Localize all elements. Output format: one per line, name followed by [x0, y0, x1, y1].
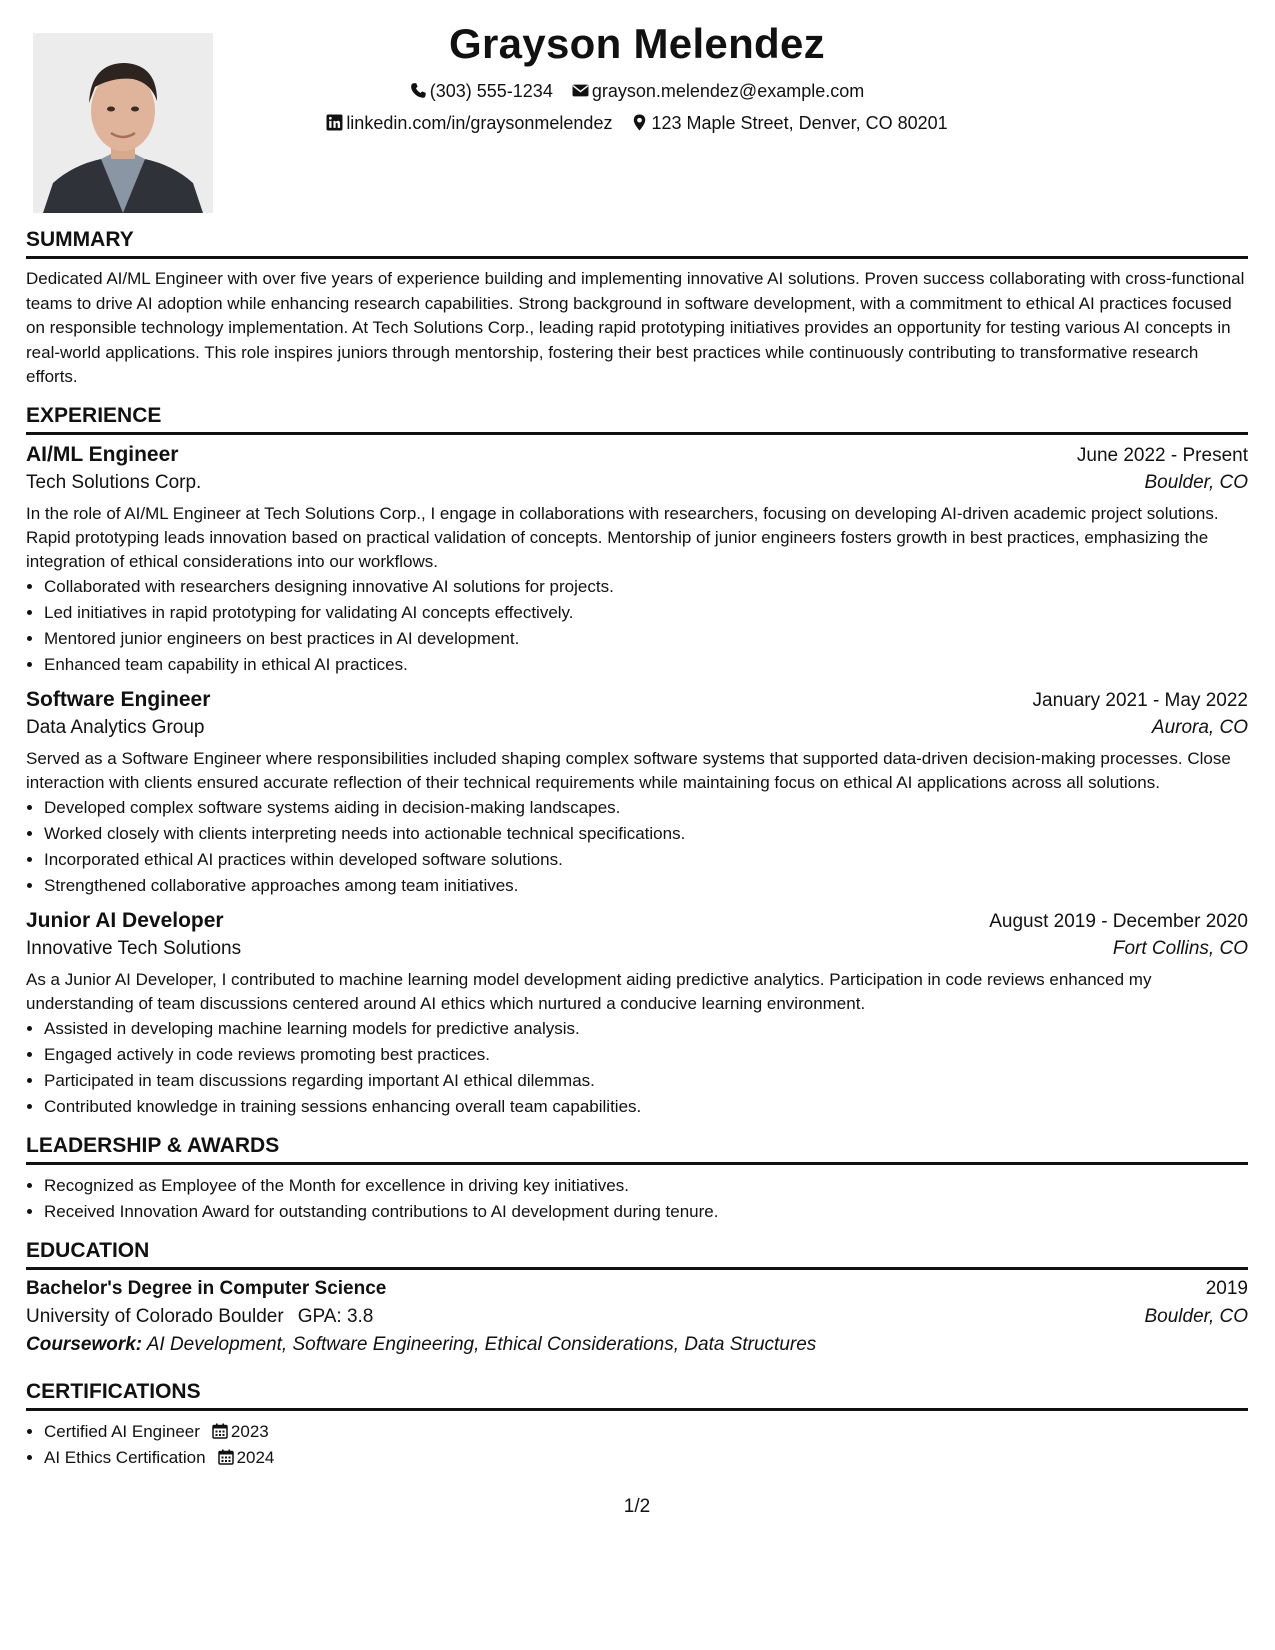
list-item: • Received Innovation Award for outstanding contributions to AI development during tenure. [44, 1199, 1248, 1225]
list-item: • Recognized as Employee of the Month for excellence in driving key initiatives. [44, 1173, 1248, 1199]
linkedin-icon [326, 114, 343, 131]
job-bullets [26, 795, 1248, 899]
job-company: Tech Solutions Corp. [26, 471, 202, 493]
education-location: Boulder, CO [1144, 1305, 1248, 1327]
job-description: Served as a Software Engineer where responsibilities included shaping complex software systems that supported data-driven decision-making processes. Close interaction with clients ensured accurate reflection of their technical requirements while maintaining focus on ethical AI applications across all solutions. [26, 748, 1231, 792]
list-item: • Developed complex software systems aiding in decision-making landscapes. [44, 795, 1248, 821]
education-heading: EDUCATION [26, 1239, 1248, 1270]
education-gpa: GPA: 3.8 [297, 1305, 374, 1327]
job-location: Aurora, CO [1151, 716, 1248, 738]
certifications-section [26, 1380, 1248, 1471]
list-item: • Strengthened collaborative approaches among team initiatives. [44, 873, 1248, 899]
list-item: • Engaged actively in code reviews promoting best practices. [44, 1042, 1248, 1068]
map-pin-icon [631, 114, 648, 131]
education-degree: Bachelor's Degree in Computer Science [26, 1277, 387, 1299]
job-location: Boulder, CO [1144, 471, 1248, 493]
resume-header [26, 0, 1248, 228]
envelope-icon [572, 82, 589, 99]
education-year: 2019 [1205, 1277, 1248, 1299]
list-item: • Contributed knowledge in training sessions enhancing overall team capabilities. [44, 1094, 1248, 1120]
contact-linkedin[interactable] [326, 113, 612, 134]
list-item: • Led initiatives in rapid prototyping for validating AI concepts effectively. [44, 600, 1248, 626]
education-coursework [26, 1334, 1248, 1356]
email-text: grayson.melendez@example.com [591, 80, 865, 101]
cert-name: AI Ethics Certification [44, 1447, 206, 1467]
job-title: Junior AI Developer [26, 908, 224, 932]
list-item [44, 1419, 1248, 1445]
list-item [44, 1445, 1248, 1471]
list-item: • Worked closely with clients interpreting needs into actionable technical specifications. [44, 821, 1248, 847]
cert-date [206, 1448, 275, 1467]
education-section [26, 1239, 1248, 1356]
job-description: In the role of AI/ML Engineer at Tech Solutions Corp., I engage in collaborations with researchers, focusing on developing AI-driven academic project solutions. Rapid prototyping leads innovation based on practical validation of concepts. Mentorship of junior engineers fosters growth in best practices, emphasizing the integration of ethical considerations into our workflows. [26, 503, 1219, 571]
job-location: Fort Collins, CO [1112, 937, 1248, 959]
job-company: Innovative Tech Solutions [26, 937, 242, 959]
cert-year: 2024 [236, 1447, 275, 1467]
cert-date [200, 1422, 269, 1441]
contact-phone[interactable] [410, 81, 553, 102]
list-item: • Assisted in developing machine learning models for predictive analysis. [44, 1016, 1248, 1042]
cert-name: Certified AI Engineer [44, 1421, 200, 1441]
education-school: University of Colorado Boulder [26, 1305, 284, 1327]
contact-line-1 [26, 80, 1248, 102]
job-dates: June 2022 - Present [1076, 444, 1248, 466]
address-text: 123 Maple Street, Denver, CO 80201 [651, 112, 948, 133]
job-entry [26, 688, 1248, 899]
certifications-heading: CERTIFICATIONS [26, 1380, 1248, 1411]
certifications-list [26, 1419, 1248, 1471]
list-item: • Incorporated ethical AI practices within developed software solutions. [44, 847, 1248, 873]
list-item: • Collaborated with researchers designing innovative AI solutions for projects. [44, 574, 1248, 600]
summary-text: Dedicated AI/ML Engineer with over five years of experience building and implementing innovative AI solutions. Proven success collaborating with cross-functional teams to drive AI adoption while enhancing research capabilities. Strong background in software development, with a commitment to ethical AI practices focused on responsible technology implementation. At Tech Solutions Corp., leading rapid prototyping initiatives provides an opportunity for testing various AI concepts in real-world applications. This role inspires juniors through mentorship, fostering their best practices while continuously contributing to transformative research efforts. [26, 269, 1245, 386]
list-item: • Participated in team discussions regarding important AI ethical dilemmas. [44, 1068, 1248, 1094]
experience-heading: EXPERIENCE [26, 404, 1248, 435]
calendar-icon [218, 1449, 234, 1465]
contact-address [631, 113, 947, 134]
linkedin-text: linkedin.com/in/graysonmelendez [346, 112, 613, 133]
list-item: • Mentored junior engineers on best practices in AI development. [44, 626, 1248, 652]
education-school-line [26, 1306, 373, 1328]
page-number: 1/2 [623, 1496, 651, 1517]
job-entry [26, 443, 1248, 678]
candidate-name: Grayson Melendez [449, 20, 825, 67]
job-bullets [26, 574, 1248, 678]
coursework-label: Coursework: [26, 1333, 143, 1355]
job-entry [26, 909, 1248, 1120]
coursework-text: AI Development, Software Engineering, Ethical Considerations, Data Structures [146, 1333, 817, 1355]
leadership-section [26, 1134, 1248, 1225]
resume-page [26, 0, 1248, 1650]
calendar-icon [212, 1423, 228, 1439]
leadership-list [26, 1173, 1248, 1225]
job-bullets [26, 1016, 1248, 1120]
contact-email[interactable] [572, 81, 864, 102]
leadership-heading: LEADERSHIP & AWARDS [26, 1134, 1248, 1165]
summary-heading: SUMMARY [26, 228, 1248, 259]
job-title: Software Engineer [26, 687, 211, 711]
job-dates: January 2021 - May 2022 [1032, 689, 1248, 711]
cert-year: 2023 [230, 1421, 269, 1441]
list-item: • Enhanced team capability in ethical AI practices. [44, 652, 1248, 678]
job-description: As a Junior AI Developer, I contributed to machine learning model development aiding predictive analytics. Participation in code reviews enhanced my understanding of team discussions centered around AI ethics which nurtured a conducive learning environment. [26, 969, 1152, 1013]
job-title: AI/ML Engineer [26, 442, 179, 466]
summary-section [26, 228, 1248, 390]
experience-section [26, 404, 1248, 1120]
phone-text: (303) 555-1234 [429, 80, 553, 101]
job-dates: August 2019 - December 2020 [989, 910, 1248, 932]
job-company: Data Analytics Group [26, 716, 205, 738]
contact-line-2 [26, 112, 1248, 134]
phone-icon [410, 82, 427, 99]
